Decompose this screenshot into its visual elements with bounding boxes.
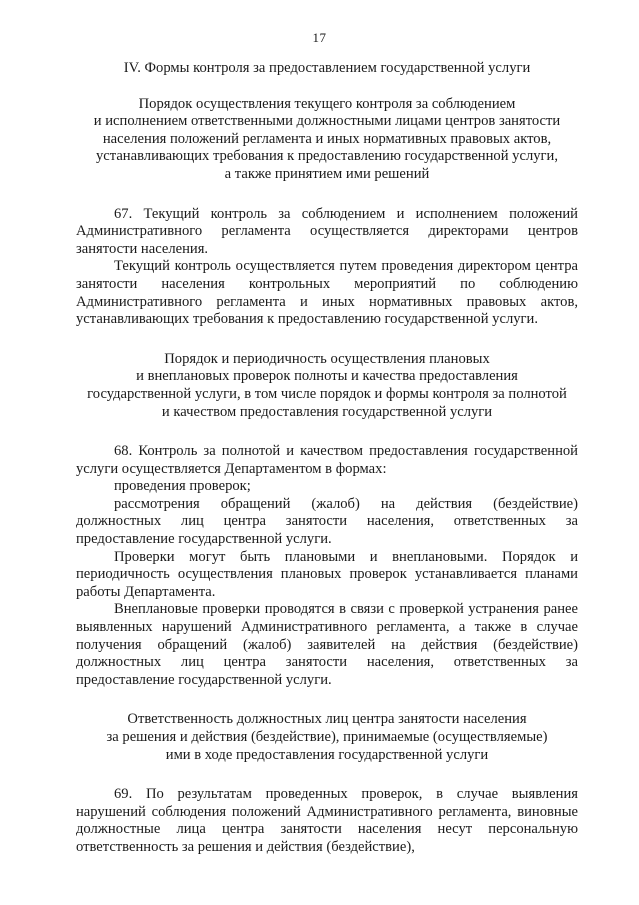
paragraph-68-3: рассмотрения обращений (жалоб) на действия (бездействие) должностных лиц центра занятости населения, ответственных за предоставление государственной услуги. xyxy=(76,495,578,548)
subheading-line: ими в ходе предоставления государственной услуги xyxy=(165,746,489,763)
page-number: 17 xyxy=(312,30,327,45)
subheading-line: и исполнением ответственными должностными лицами центров занятости xyxy=(93,113,561,130)
page-content xyxy=(76,60,578,857)
subheading-line: населения положений регламента и иных нормативных правовых актов, xyxy=(102,130,552,147)
section-title: IV. Формы контроля за предоставлением государственной услуги xyxy=(123,60,531,76)
paragraph-67-2: Текущий контроль осуществляется путем проведения директором центра занятости населения контрольных мероприятий по соблюдению Административного регламента и иных нормативных правовых актов, устанавливающих требования к предоставлению государственной услуги. xyxy=(76,258,578,328)
subheading-line: Порядок осуществления текущего контроля за соблюдением xyxy=(138,95,516,112)
paragraph-68-1: 68. Контроль за полнотой и качеством предоставления государственной услуги осуществляется Департаментом в формах: xyxy=(76,443,578,477)
subheading-current-control xyxy=(76,96,578,184)
paragraph-69-1: 69. По результатам проведенных проверок, в случае выявления нарушений соблюдения положений Административного регламента, виновные должностные лица центра занятости населения несут персональную ответственность за решения и действия (бездействие), xyxy=(76,786,578,855)
subheading-line: и внеплановых проверок полноты и качества предоставления xyxy=(136,368,518,385)
subheading-line: Ответственность должностных лиц центра занятости населения xyxy=(127,711,527,728)
paragraph-68-4: Проверки могут быть плановыми и внеплановыми. Порядок и периодичность осуществления плановых проверок устанавливается планами работы Департамента. xyxy=(76,548,578,600)
subheading-responsibility xyxy=(76,711,578,764)
subheading-line: государственной услуги, в том числе порядок и формы контроля за полнотой xyxy=(87,385,567,402)
subheading-inspections xyxy=(76,351,578,421)
subheading-line: а также принятием ими решений xyxy=(224,165,430,182)
subheading-line: и качеством предоставления государственной услуги xyxy=(161,403,493,420)
paragraph-68-5: Внеплановые проверки проводятся в связи с проверкой устранения ранее выявленных нарушений Административного регламента, а также в случае получения обращений (жалоб) заявителей на действия (бездействие) должностных лиц центра занятости населения, ответственных за предоставление государственной услуги. xyxy=(76,601,578,688)
subheading-line: устанавливающих требования к предоставлению государственной услуги, xyxy=(96,148,558,165)
paragraph-67-1: 67. Текущий контроль за соблюдением и исполнением положений Административного регламента осуществляется директорами центров занятости населения. xyxy=(76,205,578,257)
subheading-line: Порядок и периодичность осуществления плановых xyxy=(164,350,490,367)
paragraph-68-2: проведения проверок; xyxy=(114,478,251,495)
subheading-line: за решения и действия (бездействие), принимаемые (осуществляемые) xyxy=(106,729,548,745)
